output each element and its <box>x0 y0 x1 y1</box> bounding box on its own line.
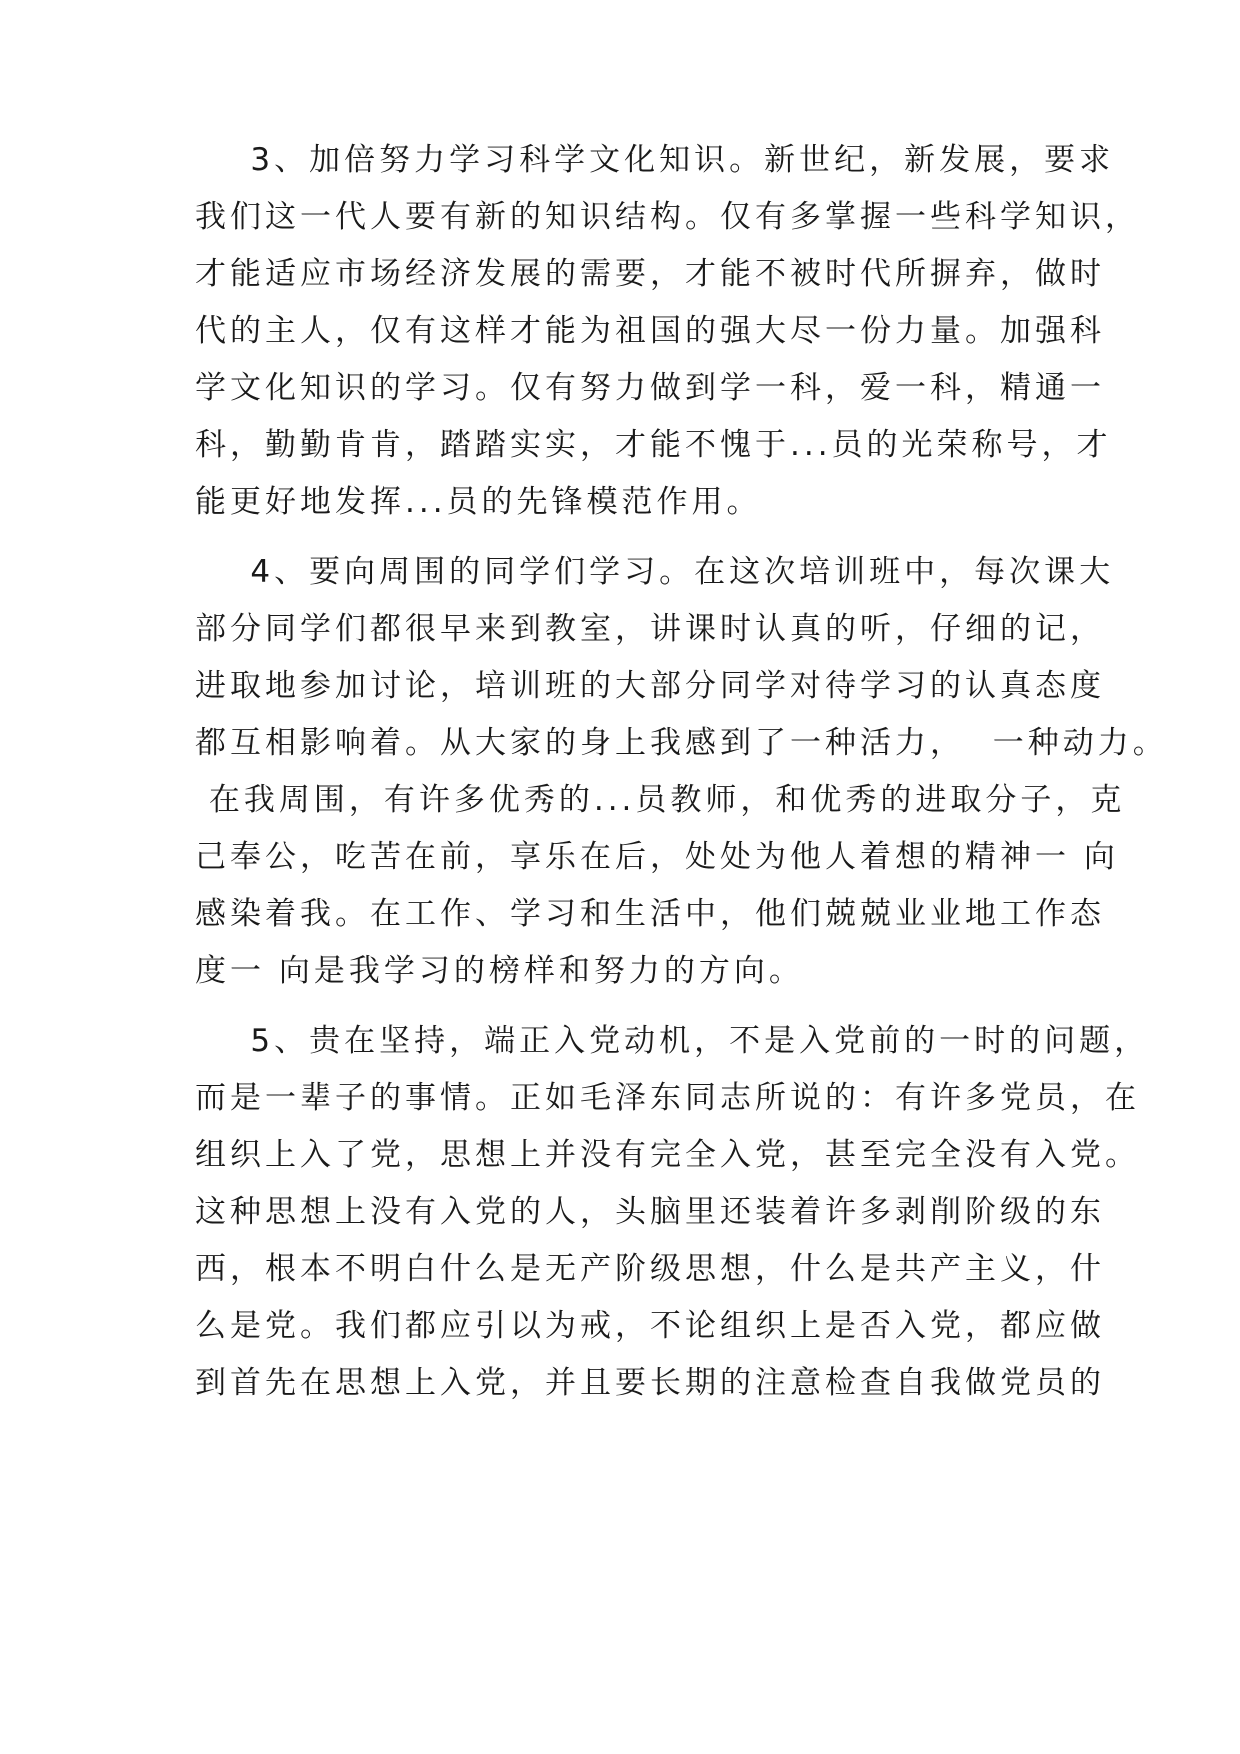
text-line: 组织上入了党，思想上并没有完全入党，甚至完全没有入党。 <box>195 1137 1140 1173</box>
text-line: 能更好地发挥...员的先锋模范作用。 <box>195 484 762 520</box>
text-line: 在我周围，有许多优秀的...员教师，和优秀的进取分子，克 <box>195 782 1126 818</box>
text-line: 4、要向周围的同学们学习。在这次培训班中，每次课大 <box>195 554 1115 590</box>
text-line: 感染着我。在工作、学习和生活中，他们兢兢业业地工作态 <box>195 896 1105 932</box>
text-line: 学文化知识的学习。仅有努力做到学一科，爱一科，精通一 <box>195 370 1105 406</box>
text-line: 5、贵在坚持，端正入党动机，不是入党前的一时的问题， <box>195 1023 1150 1059</box>
text-line: 而是一辈子的事情。正如毛泽东同志所说的：有许多党员，在 <box>195 1080 1140 1116</box>
text-line: 到首先在思想上入党，并且要长期的注意检查自我做党员的 <box>195 1365 1105 1401</box>
text-line: 这种思想上没有入党的人，头脑里还装着许多剥削阶级的东 <box>195 1194 1105 1230</box>
text-line: 科，勤勤肯肯，踏踏实实，才能不愧于...员的光荣称号，才 <box>195 427 1112 463</box>
text-line: 代的主人，仅有这样才能为祖国的强大尽一份力量。加强科 <box>195 313 1105 349</box>
text-line: 部分同学们都很早来到教室，讲课时认真的听，仔细的记， <box>195 611 1105 647</box>
text-line: 都互相影响着。从大家的身上我感到了一种活力， 一种动力。 <box>195 725 1168 761</box>
text-line: 才能适应市场经济发展的需要，才能不被时代所摒弃，做时 <box>195 256 1105 292</box>
text-line: 度一 向是我学习的榜样和努力的方向。 <box>195 953 804 989</box>
text-line: 我们这一代人要有新的知识结构。仅有多掌握一些科学知识， <box>195 199 1140 235</box>
text-line: 么是党。我们都应引以为戒，不论组织上是否入党，都应做 <box>195 1308 1105 1344</box>
text-line: 己奉公，吃苦在前，享乐在后，处处为他人着想的精神一 向 <box>195 839 1119 875</box>
text-line: 3、加倍努力学习科学文化知识。新世纪，新发展，要求 <box>195 142 1115 178</box>
text-line: 进取地参加讨论，培训班的大部分同学对待学习的认真态度 <box>195 668 1105 704</box>
text-line: 西，根本不明白什么是无产阶级思想，什么是共产主义，什 <box>195 1251 1105 1287</box>
